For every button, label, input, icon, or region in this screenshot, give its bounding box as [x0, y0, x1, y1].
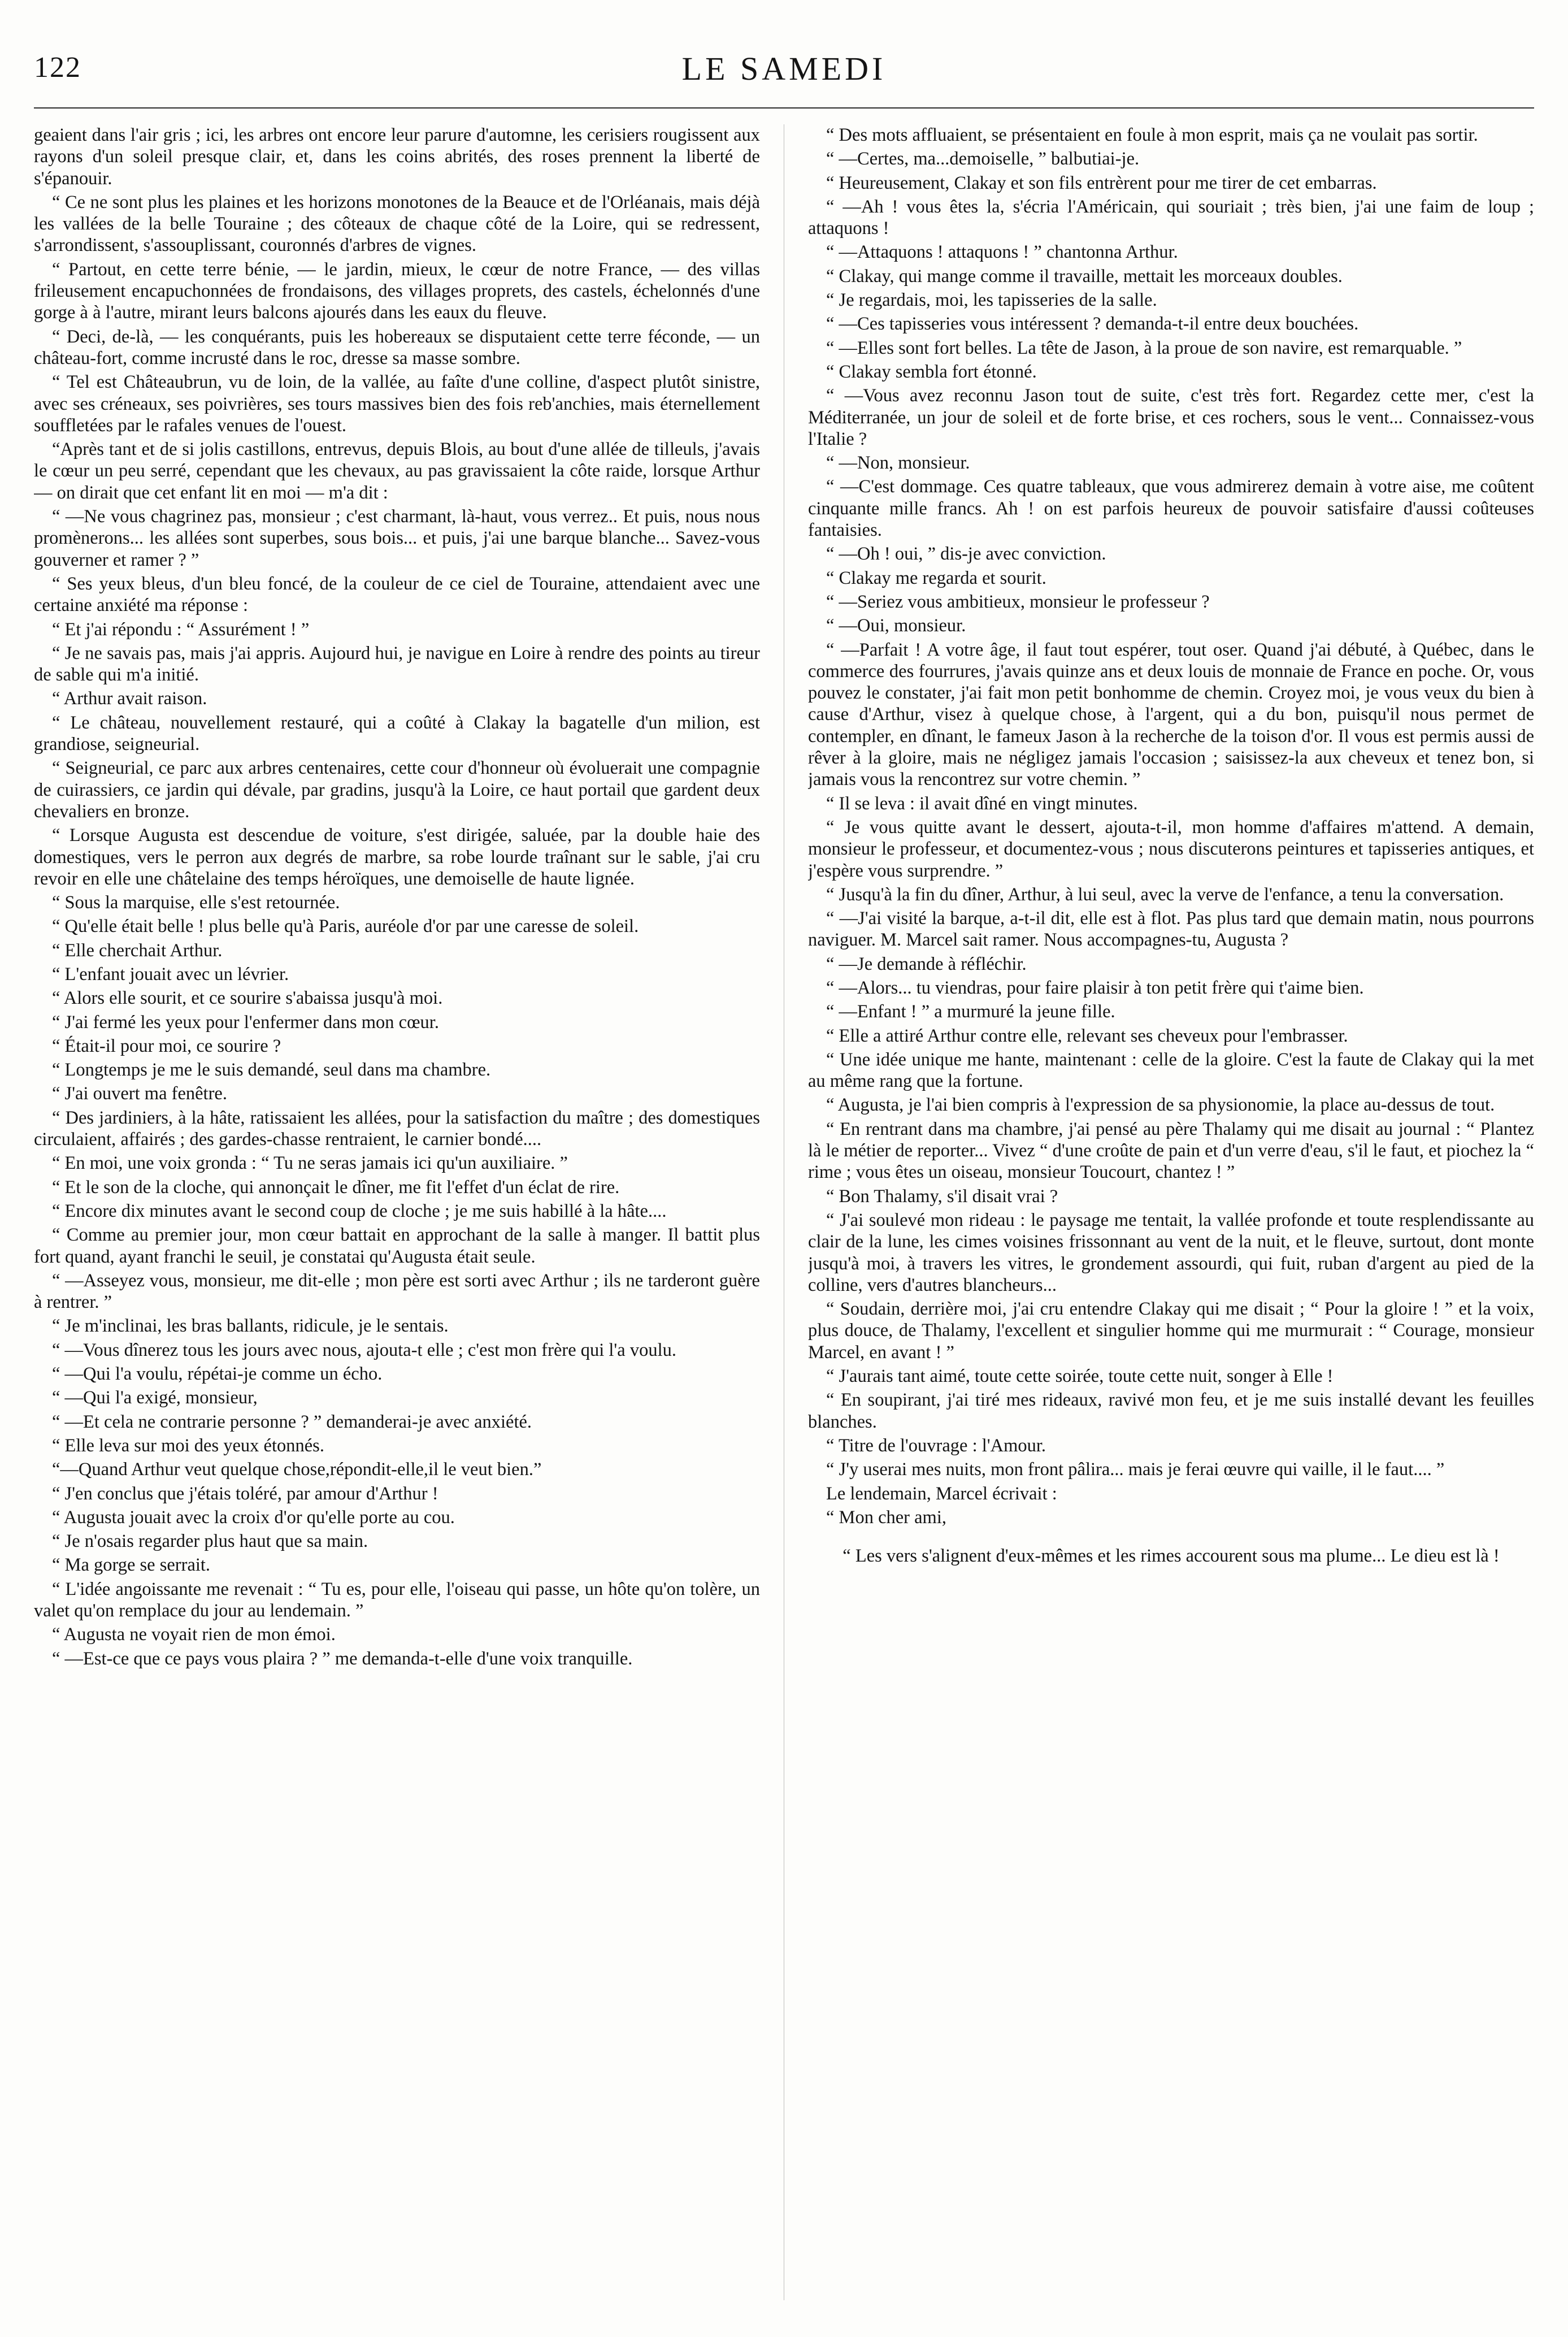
paragraph: “ —Je demande à réfléchir. [826, 953, 1027, 974]
paragraph: “ Le château, nouvellement restauré, qui a coûté à Clakay la bagatelle d'un milion, est grandiose, seigneurial. [34, 712, 760, 755]
newspaper-page [34, 45, 1534, 2300]
page-header [34, 45, 1534, 109]
paragraph: “ Soudain, derrière moi, j'ai cru entendre Clakay qui me disait ; “ Pour la gloire ! ” et la voix, plus douce, de Thalamy, l'excellent et singulier homme qui me murmurait : “ Courage, monsieur Marcel, en avant ! ” [808, 1299, 1534, 1363]
paragraph: “ Je vous quitte avant le dessert, ajouta-t-il, mon homme d'affaires m'attend. A demain, monsieur le professeur, et documentez-vous ; nous discuterons peintures et tapisseries antiques, et j'espère vous surprendre. ” [808, 817, 1534, 881]
paragraph: “ —Enfant ! ” a murmuré la jeune fille. [826, 1001, 1115, 1022]
paragraph: “ Seigneurial, ce parc aux arbres centenaires, cette cour d'honneur où évoluerait une compagnie de cuirassiers, ce jardin qui dévale, par gradins, jusqu'à la Loire, ce haut portail que gardent deux chevaliers en bronze. [34, 758, 760, 822]
paragraph: “ —Ne vous chagrinez pas, monsieur ; c'est charmant, là-haut, vous verrez.. Et puis, nous nous promènerons... les allées sont superbes, sous bois... et puis, j'ai une barque blanche... Savez-vous gouverner et ramer ? ” [34, 506, 760, 570]
paragraph: “ Clakay, qui mange comme il travaille, mettait les morceaux doubles. [826, 266, 1343, 287]
paragraph: “ J'ai fermé les yeux pour l'enfermer dans mon cœur. [52, 1012, 439, 1033]
letter-salutation: “ Les vers s'alignent d'eux-mêmes et les rimes accourent sous ma plume... Le dieu est là ! [842, 1546, 1500, 1567]
page-number: 122 [34, 51, 81, 84]
paragraph: “ —Qui l'a exigé, monsieur, [52, 1388, 258, 1408]
paragraph: “ Titre de l'ouvrage : l'Amour. [826, 1435, 1046, 1456]
paragraph: “ Jusqu'à la fin du dîner, Arthur, à lui seul, avec la verve de l'enfance, a tenu la conversation. [826, 884, 1504, 905]
paragraph: “ Heureusement, Clakay et son fils entrèrent pour me tirer de cet embarras. [826, 172, 1377, 193]
paragraph: “ Comme au premier jour, mon cœur battait en approchant de la salle à manger. Il battit plus fort quand, ayant franchi le seuil, je constatai qu'Augusta était seule. [34, 1225, 760, 1267]
paragraph: “ En rentrant dans ma chambre, j'ai pensé au père Thalamy qui me disait au journal : “ Plantez là le métier de reporter... Vivez “ d'une croûte de pain et d'un verre d'eau, s'il le faut, et piochez la “ rime ; vous êtes un oiseau, monsieur Toucourt, chantez ! ” [808, 1118, 1534, 1183]
paragraph: “ Et le son de la cloche, qui annonçait le dîner, me fit l'effet d'un éclat de rire. [52, 1177, 620, 1198]
paragraph: “ Qu'elle était belle ! plus belle qu'à Paris, auréole d'or par une caresse de soleil. [52, 916, 639, 937]
paragraph: “ Et j'ai répondu : “ Assurément ! ” [52, 619, 310, 640]
paragraph: “ Des mots affluaient, se présentaient en foule à mon esprit, mais ça ne voulait pas sortir. [826, 125, 1478, 145]
paragraph: “ Une idée unique me hante, maintenant : celle de la gloire. C'est la faute de Clakay qui la met au même rang que la fortune. [808, 1049, 1534, 1092]
paragraph: “ Ma gorge se serrait. [52, 1555, 211, 1576]
paragraph: “ —Vous dînerez tous les jours avec nous, ajouta-t elle ; c'est mon frère qui l'a voulu. [52, 1339, 676, 1360]
paragraph: “ Alors elle sourit, et ce sourire s'abaissa jusqu'à moi. [52, 988, 443, 1009]
paragraph: “ Tel est Châteaubrun, vu de loin, de la vallée, au faîte d'une colline, d'aspect plutôt sinistre, avec ses créneaux, ses poivrières, ses tours massives bien des fois reb'anchies, mais éternellement souffletées par le rafales venues de l'ouest. [34, 372, 760, 436]
paragraph: “ —C'est dommage. Ces quatre tableaux, que vous admirerez demain à votre aise, me coûtent cinquante mille francs. Ah ! on est parfois heureux de pouvoir satisfaire d'aussi coûteuses fantaisies. [808, 476, 1534, 541]
paragraph: “ —Parfait ! A votre âge, il faut tout espérer, tout oser. Quand j'ai débuté, à Québec, dans le commerce des fourrures, j'avais quinze ans et deux louis de monnaie de France en poche. Or, vous pouvez le constater, j'ai fait mon petit bonhomme de chemin. Croyez moi, je vous veux du bien à cause d'Arthur, visez à quelque chose, à l'argent, qui a du bon, puisqu'il nous permet de contempler, en dînant, le fameux Jason à la recherche de la toison d'or. Il vous est permis aussi de rêver à la gloire, mais ne négligez jamais l'occasion ; saisissez-la aux cheveux et tenez bon, si jamais vous la rencontrez sur votre chemin. ” [808, 639, 1534, 790]
paragraph: “ En moi, une voix gronda : “ Tu ne seras jamais ici qu'un auxiliaire. ” [52, 1153, 568, 1174]
paragraph: “ Arthur avait raison. [52, 688, 207, 709]
paragraph: “ Mon cher ami, [826, 1507, 946, 1528]
paragraph: “ L'enfant jouait avec un lévrier. [52, 964, 289, 985]
paragraph: “ J'aurais tant aimé, toute cette soirée, toute cette nuit, songer à Elle ! [826, 1366, 1334, 1387]
running-title: LE SAMEDI [681, 50, 887, 87]
paragraph: “ Sous la marquise, elle s'est retournée. [52, 892, 340, 913]
paragraph: “ En soupirant, j'ai tiré mes rideaux, ravivé mon feu, et je me suis installé devant les feuilles blanches. [808, 1390, 1534, 1432]
paragraph: “ —Non, monsieur. [826, 453, 970, 474]
paragraph: “ —Ces tapisseries vous intéressent ? demanda-t-il entre deux bouchées. [826, 314, 1359, 335]
paragraph: “ —Est-ce que ce pays vous plaira ? ” me demanda-t-elle d'une voix tranquille. [52, 1648, 633, 1669]
paragraph: “ Clakay sembla fort étonné. [826, 361, 1037, 382]
paragraph: “ Je m'inclinai, les bras ballants, ridicule, je le sentais. [52, 1316, 449, 1337]
paragraph: “ Était-il pour moi, ce sourire ? [52, 1035, 281, 1056]
paragraph: “ J'y userai mes nuits, mon front pâlira... mais je ferai œuvre qui vaille, il le faut.... ” [826, 1459, 1445, 1480]
paragraph: “ Longtemps je me le suis demandé, seul dans ma chambre. [52, 1060, 491, 1081]
paragraph: “ Bon Thalamy, s'il disait vrai ? [826, 1186, 1058, 1207]
paragraph: “ —Vous avez reconnu Jason tout de suite, c'est très fort. Regardez cette mer, c'est la Méditerranée, un jour de soleil et de forte brise, et ces rochers, sous le vent... Connaissez-vous l'Italie ? [808, 385, 1534, 449]
text-columns [34, 124, 1534, 2300]
paragraph: “ Il se leva : il avait dîné en vingt minutes. [826, 793, 1138, 814]
paragraph: “ —Attaquons ! attaquons ! ” chantonna Arthur. [826, 242, 1178, 263]
paragraph: “ L'idée angoissante me revenait : “ Tu es, pour elle, l'oiseau qui passe, un hôte qu'on tolère, un valet qu'on remplace du jour au lendemain. ” [34, 1579, 760, 1621]
paragraph: “ Augusta, je l'ai bien compris à l'expression de sa physionomie, la place au-dessus de tout. [826, 1095, 1495, 1116]
paragraph: “ Lorsque Augusta est descendue de voiture, s'est dirigée, saluée, par la double haie des domestiques, vers le perron aux degrés de marbre, sa robe lourde traînant sur le sable, j'ai cru revoir en elle une châtelaine des temps héroïques, une demoiselle de haute lignée. [34, 825, 760, 889]
paragraph: “ Je ne savais pas, mais j'ai appris. Aujourd hui, je navigue en Loire à rendre des points au tireur de sable qui m'a initié. [34, 643, 760, 686]
paragraph: “ —Asseyez vous, monsieur, me dit-elle ; mon père est sorti avec Arthur ; ils ne tarderont guère à rentrer. ” [34, 1270, 760, 1313]
paragraph: “ Augusta ne voyait rien de mon émoi. [52, 1624, 336, 1645]
paragraph: “ —Qui l'a voulu, répétai-je comme un écho. [52, 1364, 383, 1385]
paragraph: “ —Seriez vous ambitieux, monsieur le professeur ? [826, 591, 1210, 612]
paragraph: “ Encore dix minutes avant le second coup de cloche ; je me suis habillé à la hâte.... [52, 1200, 667, 1221]
paragraph: “ Elle cherchait Arthur. [52, 940, 223, 961]
paragraph: “ Deci, de-là, — les conquérants, puis les hobereaux se disputaient cette terre féconde, — un château-fort, comme incrusté dans le roc, dresse sa masse sombre. [34, 326, 760, 368]
paragraph: “ J'ai ouvert ma fenêtre. [52, 1083, 227, 1104]
left-column [34, 124, 760, 2300]
paragraph: “ Clakay me regarda et sourit. [826, 567, 1046, 588]
paragraph: geaient dans l'air gris ; ici, les arbres ont encore leur parure d'automne, les cerisiers rougissent aux rayons d'un soleil presque clair, et, dans les coins abrités, des roses prennent la liberté de s'épanouir. [34, 125, 760, 189]
paragraph: Le lendemain, Marcel écrivait : [826, 1483, 1057, 1504]
paragraph: “ J'ai soulevé mon rideau : le paysage me tentait, la vallée profonde et toute resplendissante au clair de la lune, les cimes voisines frissonnant au vent de la nuit, et le fleuve, surtout, dont monte jusqu'à moi, à travers les vitres, le grondement assourdi, qui fuit, ruban d'argent au pied de la colline, vers d'autres blancheurs... [808, 1209, 1534, 1295]
paragraph: “ —Alors... tu viendras, pour faire plaisir à ton petit frère qui t'aime bien. [826, 977, 1364, 998]
paragraph: “ —J'ai visité la barque, a-t-il dit, elle est à flot. Pas plus tard que demain matin, nous pourrons naviguer. M. Marcel sait ramer. Nous accompagnes-tu, Augusta ? [808, 908, 1534, 951]
paragraph: “ Elle leva sur moi des yeux étonnés. [52, 1435, 324, 1456]
paragraph: “ Ses yeux bleus, d'un bleu foncé, de la couleur de ce ciel de Touraine, attendaient avec une certaine anxiété ma réponse : [34, 573, 760, 616]
paragraph: “ Elle a attiré Arthur contre elle, relevant ses cheveux pour l'embrasser. [826, 1025, 1348, 1046]
paragraph: “ Augusta jouait avec la croix d'or qu'elle porte au cou. [52, 1507, 455, 1528]
paragraph: “ Ce ne sont plus les plaines et les horizons monotones de la Beauce et de l'Orléanais, mais déjà les vallées de la belle Touraine ; des côteaux de chaque côté de la Loire, qui se redressent, s'arrondissent, s'assouplissant, couronnés d'arbres de vignes. [34, 192, 760, 256]
paragraph: “ J'en conclus que j'étais toléré, par amour d'Arthur ! [52, 1483, 438, 1504]
paragraph: “Après tant et de si jolis castillons, entrevus, depuis Blois, au bout d'une allée de tilleuls, j'avais le cœur un peu serré, cependant que les chevaux, au pas gravissaient la côte raide, lorsque Arthur — on dirait que cet enfant lit en moi — m'a dit : [34, 439, 760, 503]
paragraph: “ —Et cela ne contrarie personne ? ” demanderai-je avec anxiété. [52, 1411, 532, 1432]
paragraph: “ —Ah ! vous êtes la, s'écria l'Américain, qui souriait ; très bien, j'ai une faim de loup ; attaquons ! [808, 196, 1534, 239]
paragraph: “ —Oui, monsieur. [826, 615, 966, 636]
paragraph: “ —Elles sont fort belles. La tête de Jason, à la proue de son navire, est remarquable. ” [826, 337, 1462, 358]
paragraph: “ Partout, en cette terre bénie, — le jardin, mieux, le cœur de notre France, — des villas frileusement encapuchonnées de frondaisons, des villages proprets, des castels, échelonnés d'une gorge à à l'autre, mirant leurs balcons ajourés dans les eaux du fleuve. [34, 259, 760, 323]
paragraph: “ —Certes, ma...demoiselle, ” balbutiai-je. [826, 149, 1140, 170]
right-column [808, 124, 1534, 2300]
paragraph: “ Je n'osais regarder plus haut que sa main. [52, 1531, 368, 1552]
paragraph: “ Des jardiniers, à la hâte, ratissaient les allées, pour la satisfaction du maître ; des domestiques circulaient, affairés ; des gardes-chasse rentraient, le carnier bondé.... [34, 1107, 760, 1150]
paragraph: “—Quand Arthur veut quelque chose,répondit-elle,il le veut bien.” [52, 1459, 542, 1480]
paragraph: “ Je regardais, moi, les tapisseries de la salle. [826, 290, 1157, 311]
paragraph: “ —Oh ! oui, ” dis-je avec conviction. [826, 544, 1106, 565]
